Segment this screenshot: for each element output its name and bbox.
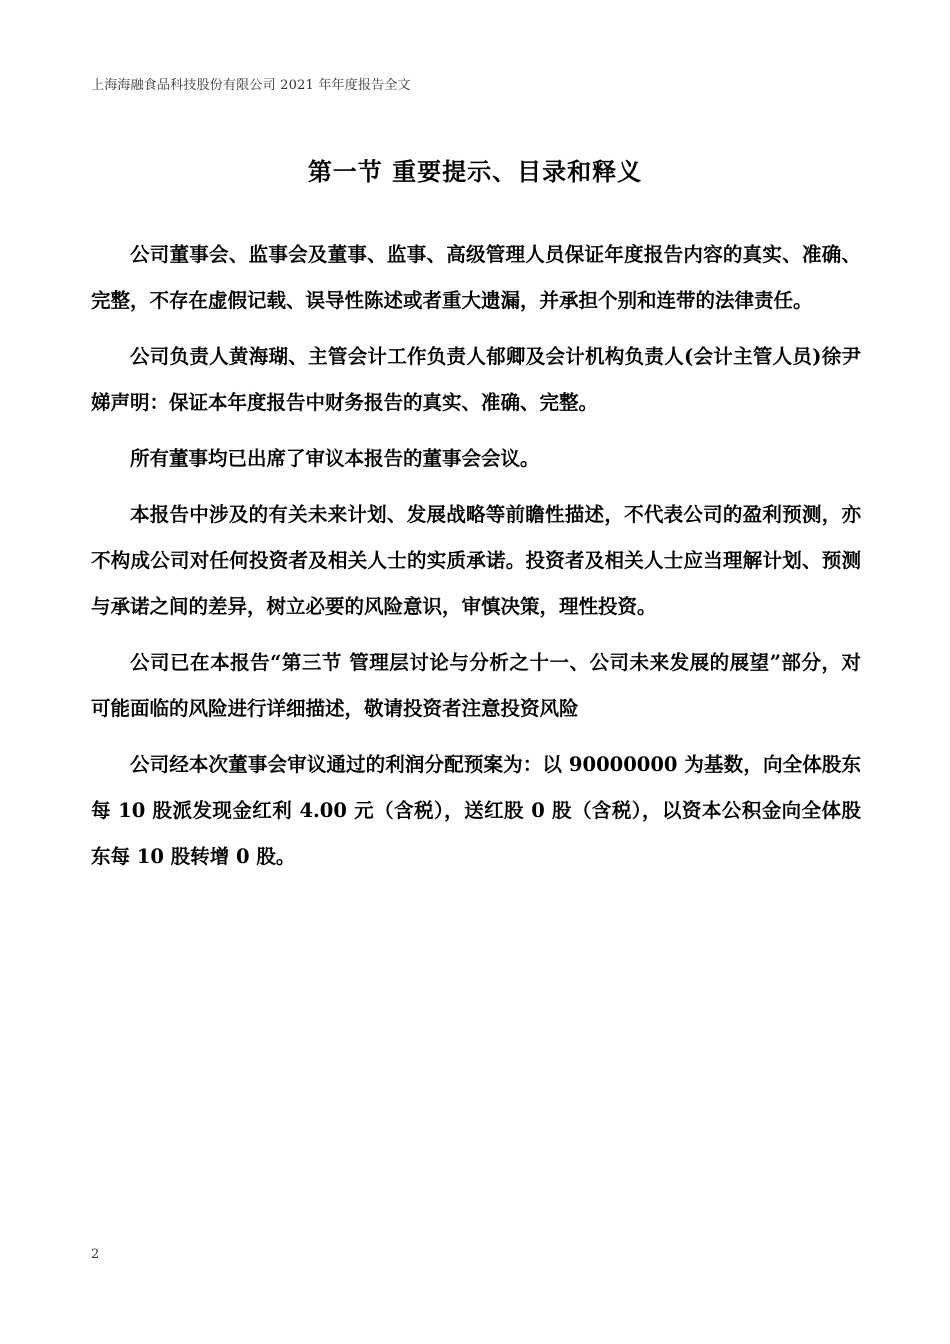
section-title: 第一节 重要提示、目录和释义 [307,157,643,186]
paragraph-officer-declaration: 公司负责人黄海瑚、主管会计工作负责人郁卿及会计机构负责人(会计主管人员)徐尹娣声明：保证本年度报告中财务报告的真实、准确、完整。 [91,345,862,414]
paragraph-profit-distribution: 公司经本次董事会审议通过的利润分配预案为：以 90000000 为基数，向全体股东每 10 股派发现金红利 4.00 元（含税），送红股 0 股（含税），以资本公积金向全体股东每 10 股转增 0 股。 [91,753,861,868]
paragraph-forward-looking: 本报告中涉及的有关未来计划、发展战略等前瞻性描述，不代表公司的盈利预测，亦不构成公司对任何投资者及相关人士的实质承诺。投资者及相关人士应当理解计划、预测与承诺之间的差异，树立必要的风险意识，审慎决策，理性投资。 [91,503,861,618]
paragraph-responsibility-statement: 公司董事会、监事会及董事、监事、高级管理人员保证年度报告内容的真实、准确、完整，不存在虚假记载、误导性陈述或者重大遗漏，并承担个别和连带的法律责任。 [91,243,861,312]
paragraph-board-attendance: 所有董事均已出席了审议本报告的董事会会议。 [130,447,540,470]
page-header: 上海海融食品科技股份有限公司 2021 年年度报告全文 [91,78,411,93]
body-text [91,232,861,890]
paragraph-risk-notice: 公司已在本报告“第三节 管理层讨论与分析之十一、公司未来发展的展望”部分，对可能面临的风险进行详细描述，敬请投资者注意投资风险 [91,651,861,720]
header-divider [91,96,859,97]
page-number: 2 [91,1247,100,1262]
